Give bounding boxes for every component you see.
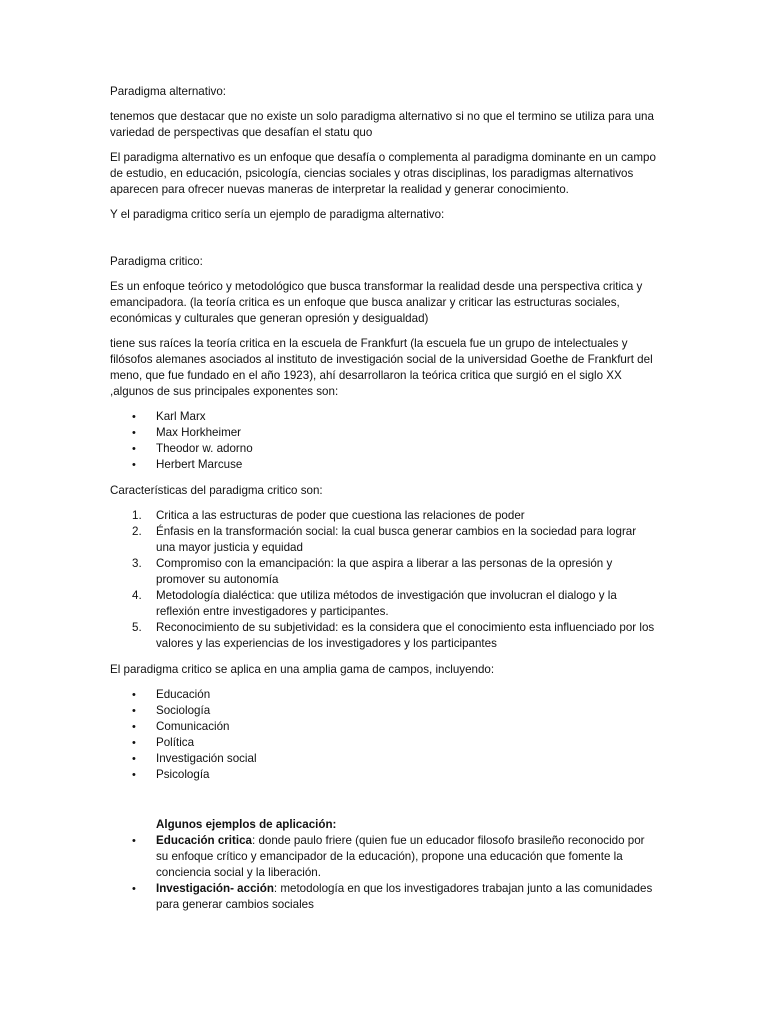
list-item: 1. Critica a las estructuras de poder que cuestiona las relaciones de poder [132, 509, 525, 522]
list-item: • Theodor w. adorno [132, 442, 253, 455]
heading-ejemplos: Algunos ejemplos de aplicación: [156, 818, 337, 831]
ejemplos-list [110, 833, 658, 913]
bullet-icon: • [132, 753, 136, 765]
example-text: : metodología en que los investigadores trabajan junto a las comunidades para generar cambios sociales [156, 882, 653, 911]
campos-list [110, 687, 658, 783]
spacer [110, 232, 658, 254]
intro-paragraph-1: tenemos que destacar que no existe un solo paradigma alternativo si no que el termino se utiliza para una variedad de perspectivas que desafían el statu quo [110, 110, 654, 139]
caracteristicas-list [110, 508, 658, 652]
heading-paradigma-critico: Paradigma critico: [110, 255, 203, 268]
heading-paradigma-alternativo: Paradigma alternativo: [110, 85, 226, 98]
list-item: 4. Metodología dialéctica: que utiliza métodos de investigación que involucran el dialogo y la reflexión entre investigadores y participantes. [132, 589, 617, 618]
list-item: • Investigación social [132, 752, 257, 765]
bullet-icon: • [132, 737, 136, 749]
list-item: • Max Horkheimer [132, 426, 242, 439]
list-item: • Herbert Marcuse [132, 458, 243, 471]
list-item: • Psicología [132, 768, 210, 781]
list-item [110, 833, 658, 881]
bullet-icon: • [132, 721, 136, 733]
list-item [110, 881, 658, 913]
bullet-icon: • [132, 459, 136, 471]
bullet-icon: • [132, 443, 136, 455]
list-item: • Sociología [132, 704, 211, 717]
bullet-icon: • [132, 769, 136, 781]
bullet-icon: • [132, 689, 136, 701]
list-item: • Karl Marx [132, 410, 206, 423]
bullet-icon: • [132, 705, 136, 717]
intro-paragraph-3: Y el paradigma critico sería un ejemplo de paradigma alternativo: [110, 208, 445, 221]
bullet-icon: • [132, 883, 136, 895]
list-item: 3. Compromiso con la emancipación: la que aspira a liberar a las personas de la opresión y promover su autonomía [132, 557, 613, 586]
heading-caracteristicas: Características del paradigma critico son: [110, 484, 323, 497]
list-item: • Política [132, 736, 195, 749]
example-term: Investigación- acción [156, 882, 274, 895]
heading-campos: El paradigma critico se aplica en una amplia gama de campos, incluyendo: [110, 663, 495, 676]
list-item: • Comunicación [132, 720, 230, 733]
example-text: : donde paulo friere (quien fue un educador filosofo brasileño reconocido por su enfoque crítico y emancipador de la educación), propone una educación que fomente la conciencia social y la liberación. [156, 834, 645, 879]
bullet-icon: • [132, 411, 136, 423]
example-term: Educación critica [156, 834, 253, 847]
critico-paragraph-1: Es un enfoque teórico y metodológico que busca transformar la realidad desde una perspectiva critica y emancipadora. (la teoría critica es un enfoque que busca analizar y criticar las estructuras sociales, económicas y culturales que generan opresión y desigualdad) [110, 280, 643, 325]
critico-paragraph-2: tiene sus raíces la teoría critica en la escuela de Frankfurt (la escuela fue un grupo de intelectuales y filósofos alemanes asociados al instituto de investigación social de la universidad Goethe de Frankfurt del meno, que fue fundado en el año 1923), ahí desarrollaron la teórica critica que surgió en el siglo XX ,algunos de sus principales exponentes son: [110, 337, 653, 398]
spacer [110, 793, 658, 817]
list-item: 5. Reconocimiento de su subjetividad: es la considera que el conocimiento esta influenciado por los valores y las experiencias de los investigadores y los participantes [132, 621, 655, 650]
exponents-list [110, 409, 658, 473]
bullet-icon: • [132, 427, 136, 439]
intro-paragraph-2: El paradigma alternativo es un enfoque que desafía o complementa al paradigma dominante en un campo de estudio, en educación, psicología, ciencias sociales y otras disciplinas, los paradigmas alternativos aparecen para ofrecer nuevas maneras de interpretar la realidad y generar conocimiento. [110, 151, 656, 196]
list-item: 2. Énfasis en la transformación social: la cual busca generar cambios en la sociedad para lograr una mayor justicia y equidad [132, 525, 637, 554]
bullet-icon: • [132, 835, 136, 847]
list-item: • Educación [132, 688, 211, 701]
